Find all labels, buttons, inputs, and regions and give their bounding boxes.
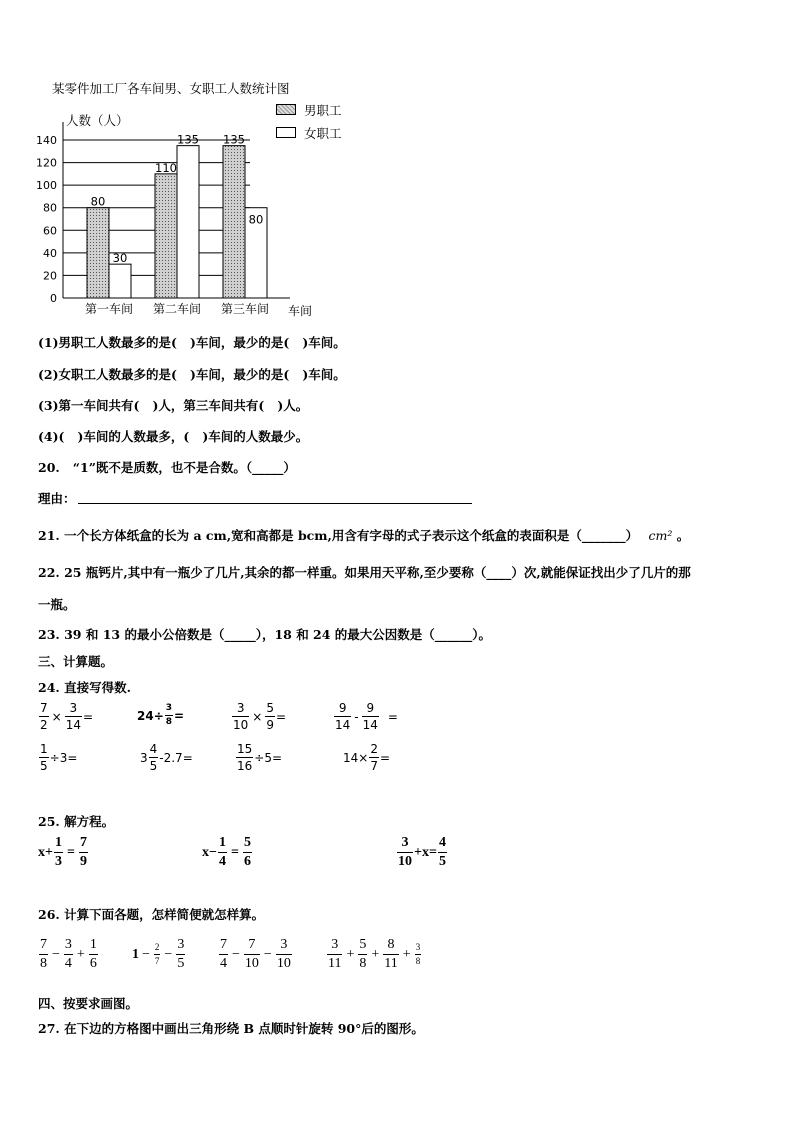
q24-expr-8: 14× $\frac{2}{7}$ =	[343, 742, 391, 773]
y-tick-label: 0	[50, 292, 57, 305]
q24: 24. 直接写得数.	[38, 680, 131, 695]
fraction: 4 5	[149, 742, 158, 773]
data-label: 135	[223, 132, 245, 147]
fraction: 7 4	[220, 937, 227, 971]
q24-expr-2: 24÷ $\frac{3}{8}$ =	[137, 703, 185, 727]
q25-equation-2: x− $\frac{1}{4}$ = $\frac{5}{6}$	[202, 835, 251, 869]
legend-swatch-male	[276, 104, 296, 115]
y-tick-label: 120	[36, 156, 57, 170]
fraction: $\frac{3}{10}$	[233, 701, 249, 732]
q25-equation-1: x+ $\frac{1}{3}$ = $\frac{7}{9}$	[38, 835, 87, 869]
fraction: $\frac{3}{8}$	[165, 703, 173, 727]
q19-item-3: (3)第一车间共有( )人，第三车间共有( )人。	[38, 398, 309, 413]
x-axis-label: 车间	[287, 304, 313, 318]
chart-legend	[276, 100, 342, 142]
q24-expr-3: $\frac{3}{10}$ × $\frac{5}{9}$ =	[233, 701, 287, 732]
fraction: $\frac{3}{5}$	[177, 937, 185, 971]
q26-expr-3: 7 4 − $\frac{7}{10}$ − $\frac{3}{10}$	[220, 937, 291, 971]
fraction: $\frac{7}{9}$	[79, 835, 87, 869]
fraction: $\frac{5}{8}$	[359, 937, 367, 971]
q24-expr-1: $\frac{7}{2}$ × $\frac{3}{14}$ =	[40, 701, 94, 732]
fraction: $\frac{3}{10}$	[276, 937, 291, 971]
x-tick-label: 第三车间	[220, 302, 270, 316]
fraction: 7 8	[40, 937, 47, 971]
data-label: 80	[248, 212, 264, 227]
q21-end: 。	[676, 528, 690, 543]
q26-expr-2: 1 − $\frac{2}{7}$ − $\frac{3}{5}$	[132, 937, 185, 971]
q22-line-2: 一瓶。	[38, 597, 76, 612]
y-tick-label: 80	[43, 201, 57, 215]
x-tick-label: 第一车间	[84, 302, 134, 316]
data-label: 30	[112, 251, 128, 266]
legend-swatch-female	[276, 127, 296, 138]
y-tick-label: 20	[43, 269, 57, 283]
bar-female-2	[177, 146, 199, 298]
chart-ylabel: 人数（人）	[66, 113, 129, 128]
fraction: $\frac{1}{4}$	[218, 835, 226, 869]
fraction: $\frac{2}{7}$	[370, 742, 378, 773]
y-tick-label: 140	[36, 134, 57, 147]
fraction: $\frac{5}{6}$	[243, 835, 251, 869]
legend-label-female: 女职工	[304, 125, 342, 141]
q24-expr-4: 9 14 - $\frac{9}{14}$ =	[335, 701, 398, 732]
q26: 26. 计算下面各题，怎样简便就怎样算。	[38, 907, 265, 922]
fraction: 9 14	[335, 701, 351, 732]
q24-expr-7: $\frac{15}{16}$ ÷5=	[237, 742, 283, 773]
q21-text: 21. 一个长方体纸盒的长为 a cm,宽和高都是 bcm,用含有字母的式子表示这个纸盒的表面积是（_______）	[38, 528, 639, 543]
q24-expr-6: 3 4 5 -2.7=	[140, 742, 193, 773]
y-tick-label: 60	[43, 224, 57, 238]
y-tick-label: 40	[43, 246, 57, 260]
fraction: $\frac{5}{9}$	[266, 701, 274, 732]
q19-item-4: (4)( )车间的人数最多，( )车间的人数最少。	[38, 429, 309, 444]
q24-expr-5: $\frac{1}{5}$ ÷3=	[40, 742, 78, 773]
bar-male-2	[155, 174, 177, 298]
bar-male-3	[223, 146, 245, 298]
q21-unit: cm²	[648, 528, 673, 543]
fraction: 3 11	[328, 937, 342, 971]
fraction: $\frac{3}{14}$	[65, 701, 81, 732]
q22-line-1: 22. 25 瓶钙片,其中有一瓶少了几片,其余的都一样重。如果用天平称,至少要称（____）次,就能保证找出少了几片的那	[38, 565, 691, 580]
q20: 20. “1”既不是质数，也不是合数。（_____）	[38, 460, 296, 475]
fraction: $\frac{1}{6}$	[89, 937, 97, 971]
fraction: $\frac{1}{3}$	[54, 835, 62, 869]
q19-item-2: (2)女职工人数最多的是( )车间，最少的是( )车间。	[38, 367, 346, 382]
q21	[38, 526, 689, 544]
fraction: $\frac{15}{16}$	[237, 742, 253, 773]
fraction: 3 10	[398, 835, 412, 869]
q20-reason-label: 理由：	[38, 491, 76, 506]
y-tick-label: 100	[36, 179, 57, 193]
fraction: $\frac{2}{7}$	[154, 942, 160, 966]
data-label: 110	[155, 160, 177, 175]
q23: 23. 39 和 13 的最小公倍数是（_____），18 和 24 的最大公因数是（______）。	[38, 627, 492, 642]
fraction: $\frac{7}{2}$	[40, 701, 48, 732]
q26-expr-4: 3 11 + $\frac{5}{8}$ + $\frac{8}{11}$ + $\frac{3}{8}$	[328, 937, 421, 971]
q25: 25. 解方程。	[38, 814, 115, 829]
q19-item-1: (1)男职工人数最多的是( )车间，最少的是( )车间。	[38, 335, 346, 350]
bar-male-1	[87, 208, 109, 298]
fraction: $\frac{3}{8}$	[415, 942, 421, 966]
data-label: 80	[90, 194, 106, 209]
x-tick-label: 第二车间	[152, 302, 202, 316]
bar-female-1	[109, 264, 131, 298]
q25-equation-3: 3 10 +x= $\frac{4}{5}$	[398, 835, 446, 869]
fraction: $\frac{1}{5}$	[40, 742, 48, 773]
q26-expr-1: 7 8 − $\frac{3}{4}$ + $\frac{1}{6}$	[40, 937, 97, 971]
section-4-heading: 四、按要求画图。	[38, 996, 139, 1011]
fraction: $\frac{3}{4}$	[64, 937, 72, 971]
fraction: $\frac{4}{5}$	[438, 835, 446, 869]
fraction: $\frac{8}{11}$	[384, 937, 398, 971]
legend-label-male: 男职工	[304, 102, 342, 118]
chart-title: 某零件加工厂各车间男、女职工人数统计图	[52, 81, 290, 96]
q20-reason-line[interactable]	[78, 503, 472, 504]
q27: 27. 在下边的方格图中画出三角形绕 B 点顺时针旋转 90°后的图形。	[38, 1021, 424, 1036]
data-label: 135	[177, 132, 199, 147]
fraction: $\frac{9}{14}$	[362, 701, 378, 732]
fraction: $\frac{7}{10}$	[244, 937, 259, 971]
section-3-heading: 三、计算题。	[38, 654, 114, 669]
